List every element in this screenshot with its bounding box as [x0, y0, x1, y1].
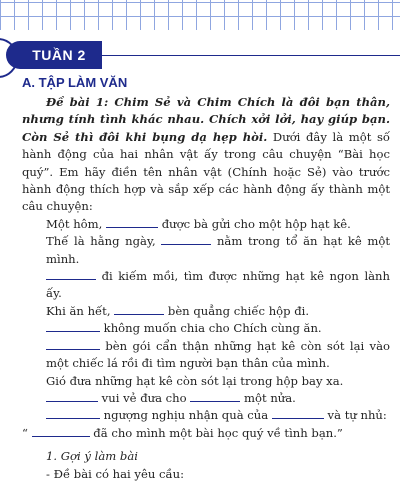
story-text: đã cho mình một bài học quý về tình bạn.” — [89, 425, 343, 440]
story-line-8 — [46, 390, 390, 407]
grid-background — [0, 0, 400, 30]
fill-blank[interactable] — [161, 233, 211, 245]
header-divider-line — [100, 55, 400, 56]
section-title: A. TẬP LÀM VĂN — [22, 75, 128, 90]
story-line-3 — [22, 268, 390, 303]
page-content — [22, 74, 390, 483]
story-text: Khi ăn hết, — [46, 303, 115, 318]
story-text: Thế là hằng ngày, — [46, 234, 162, 249]
fill-blank[interactable] — [114, 303, 164, 315]
story-line-2 — [22, 233, 390, 268]
story-text: ngượng nghịu nhận quà của — [100, 408, 272, 423]
story-text: Một hôm, — [46, 216, 107, 231]
story-line-1 — [46, 216, 390, 233]
fill-blank[interactable] — [46, 320, 100, 332]
fill-blank[interactable] — [46, 407, 100, 419]
fill-blank[interactable] — [46, 338, 100, 350]
fill-blank[interactable] — [106, 216, 158, 228]
story-line-7: Gió đưa những hạt kê còn sót lại trong hộp bay xa. — [46, 373, 344, 388]
fill-blank[interactable] — [46, 390, 98, 402]
story-text: vui vẻ đưa cho — [98, 390, 191, 405]
story-text: không muốn chia cho Chích cùng ăn. — [100, 321, 322, 336]
fill-blank[interactable] — [46, 268, 96, 280]
fill-blank[interactable] — [272, 407, 324, 419]
story-line-10 — [22, 425, 390, 442]
story-text: nằm trong tổ ăn hạt kê một mình. — [46, 234, 390, 266]
week-label: TUẦN 2 — [6, 41, 102, 69]
guide-heading: 1. Gợi ý làm bài — [46, 449, 138, 464]
topic-statement: Đề bài 1: Chim Sẻ và Chim Chích là đôi bạn thân, nhưng tính tình khác nhau. Chích xởi lởi, hay giúp bạn. Còn Sẻ thì đôi khi bụng dạ hẹp hòi. — [22, 95, 390, 144]
story-line-5 — [46, 320, 390, 337]
story-text: được bà gửi cho một hộp hạt kê. — [158, 216, 351, 231]
story-line-4 — [46, 303, 390, 320]
story-exercise — [22, 216, 390, 442]
story-line-9 — [46, 407, 390, 424]
intro-paragraph — [22, 94, 390, 216]
guide-bullet: - Đề bài có hai yêu cầu: — [46, 466, 184, 481]
story-text: và tự nhủ: — [323, 408, 387, 423]
instruction-text: Dưới đây là một số hành động của hai nhân vật ấy trong câu chuyện “Bài học quý”. Em hãy điền tên nhân vật (Chính hoặc Sẻ) vào trước hành động thích hợp và sắp xếp các hành động ấy thành một câu chuyện: — [22, 129, 390, 214]
story-text: một nửa. — [240, 390, 296, 405]
story-line-6 — [22, 338, 390, 373]
fill-blank[interactable] — [190, 390, 240, 402]
story-text: đi kiếm mồi, tìm được những hạt kê ngon lành ấy. — [46, 269, 390, 301]
story-text: bèn gói cẩn thận những hạt kê còn sót lại vào một chiếc lá rồi đi tìm người bạn thân của mình. — [46, 338, 390, 371]
story-text: bèn quẳng chiếc hộp đi. — [164, 303, 310, 318]
week-header — [0, 38, 400, 74]
story-text: “ — [22, 425, 32, 440]
fill-blank[interactable] — [32, 425, 90, 437]
